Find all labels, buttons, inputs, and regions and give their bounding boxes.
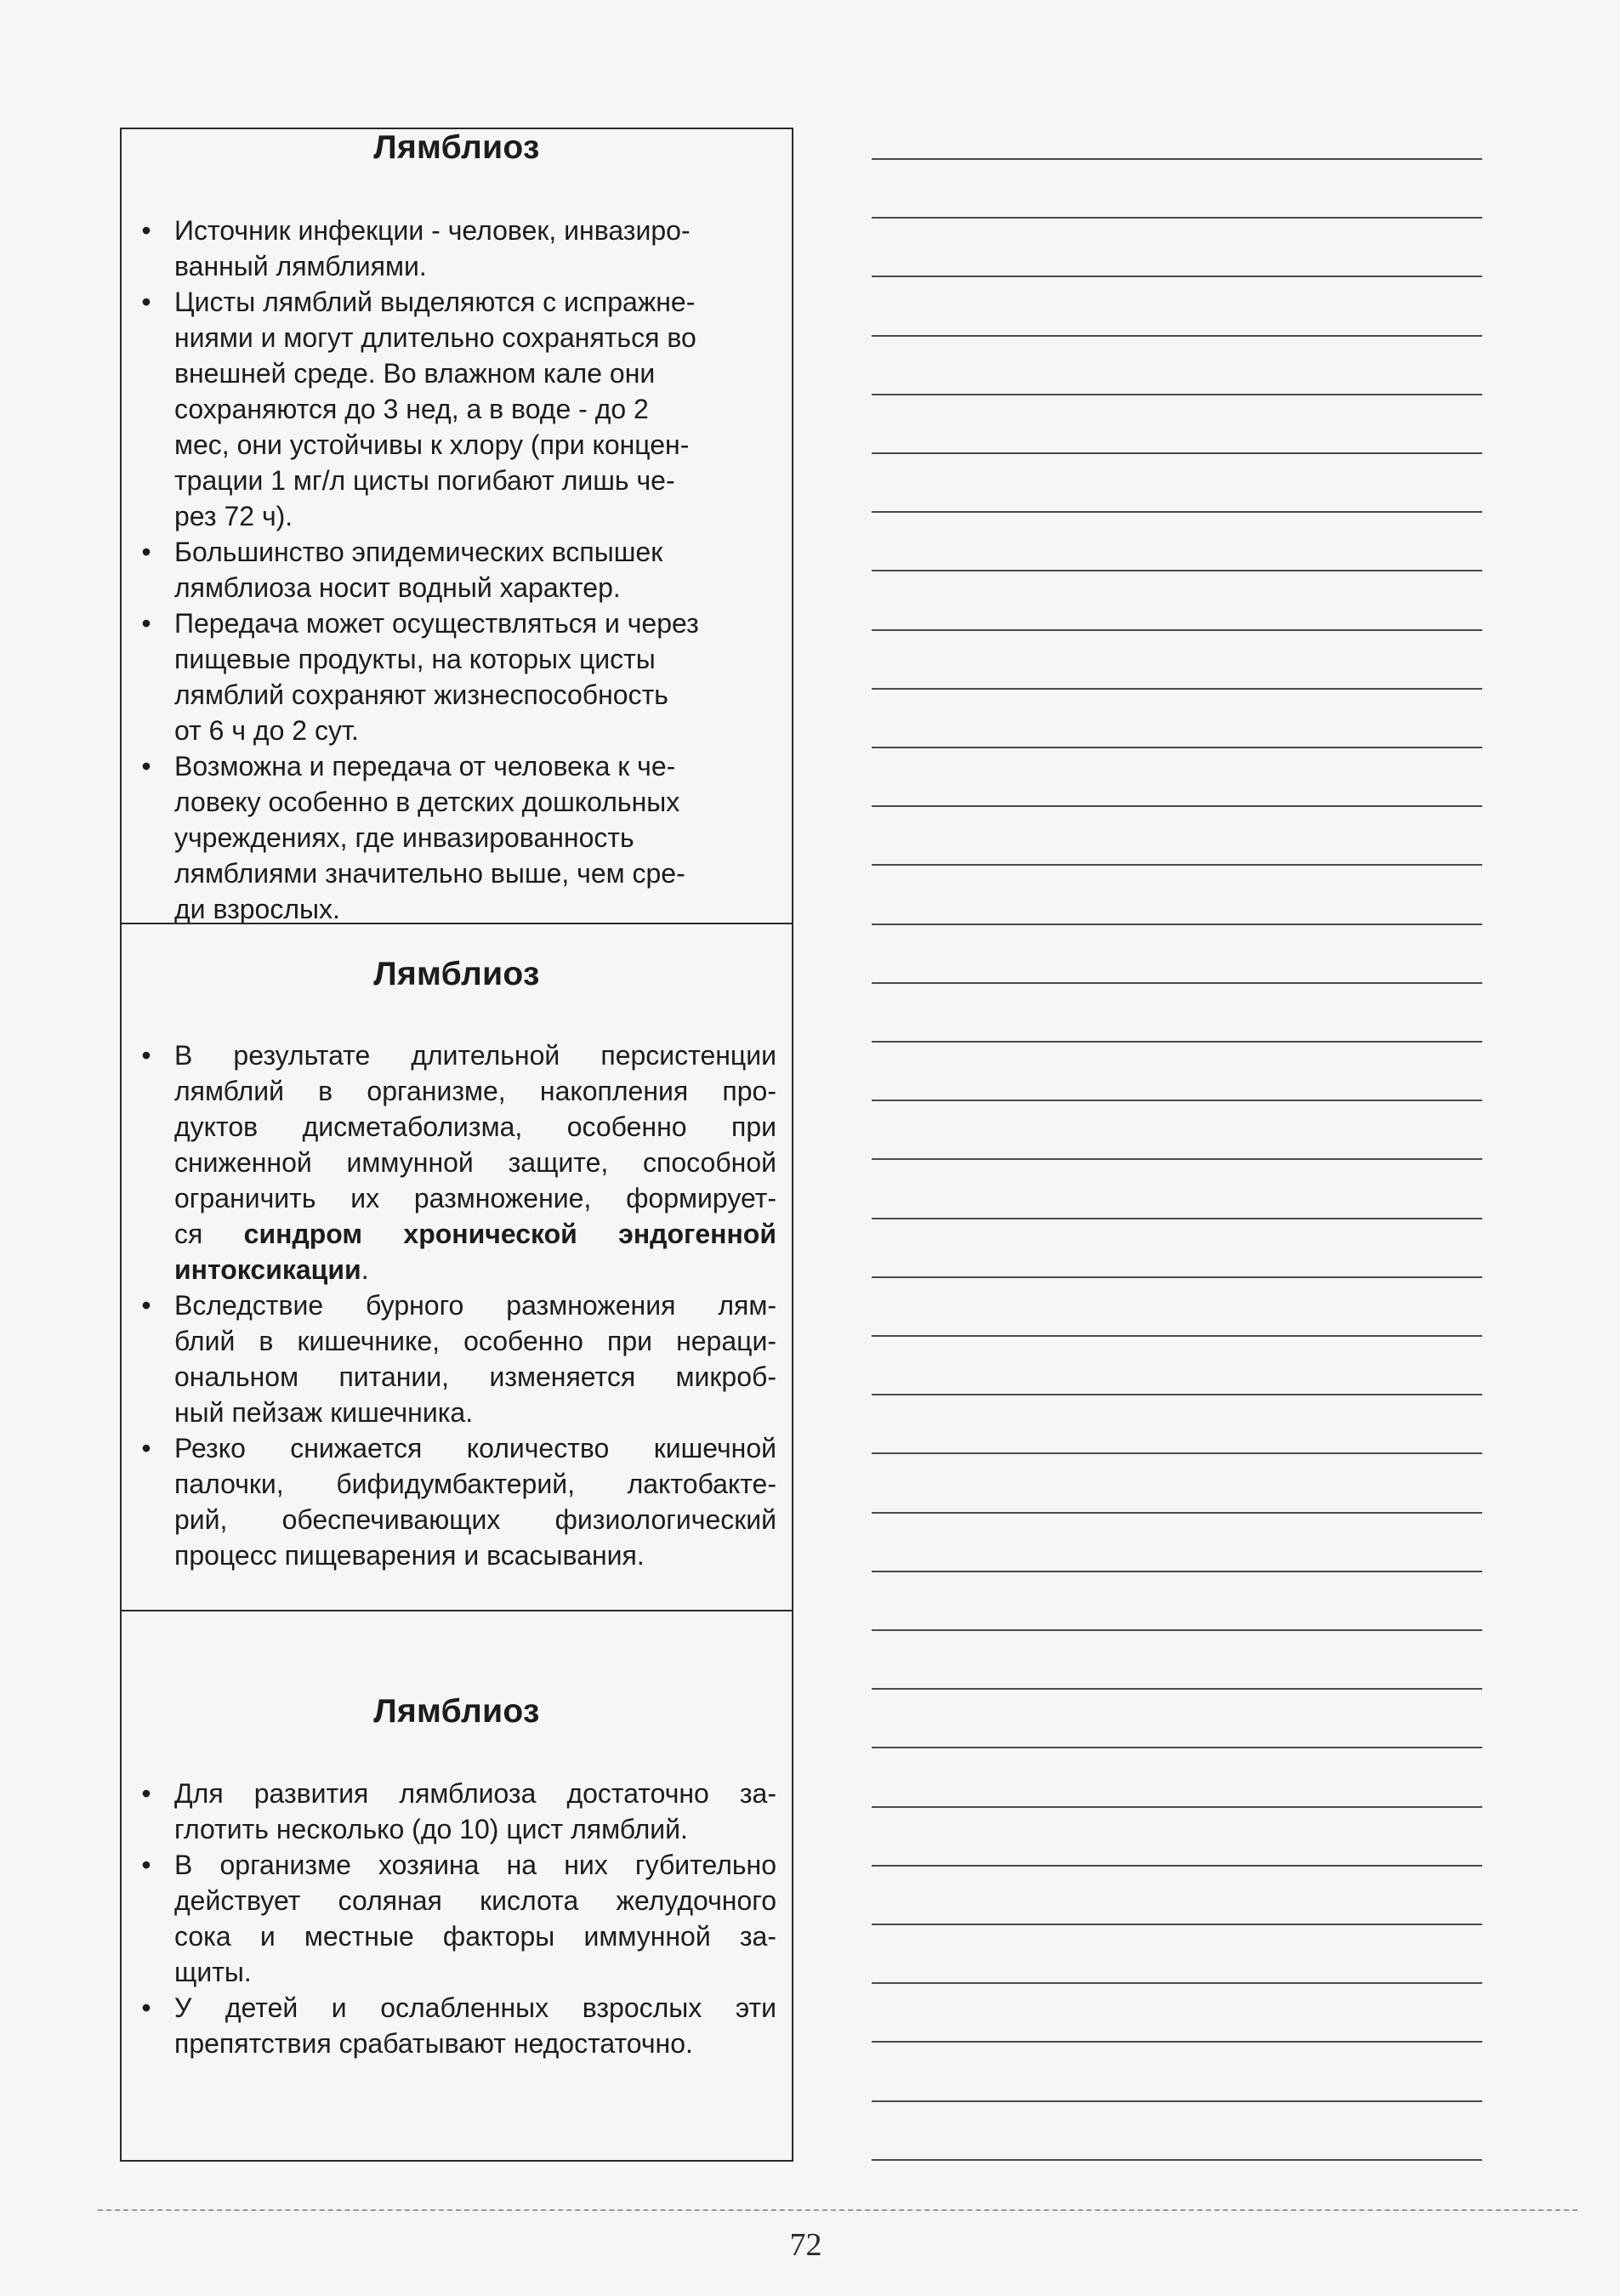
note-line	[872, 2159, 1482, 2161]
text-line: В организме хозяина на них губительно	[174, 1850, 776, 1880]
text-line: лямблий в организме, накопления про-	[174, 1076, 776, 1106]
text-line: от 6 ч до 2 сут.	[174, 715, 359, 746]
text-line: сока и местные факторы иммунной за-	[174, 1921, 776, 1952]
text-line: Большинство эпидемических вспышек	[174, 537, 663, 567]
note-line	[872, 511, 1482, 513]
note-line	[872, 1512, 1482, 1514]
text-line: ловеку особенно в детских дошкольных	[174, 787, 680, 817]
note-line	[872, 1806, 1482, 1808]
note-line	[872, 1865, 1482, 1867]
note-line	[872, 452, 1482, 454]
bullet-dot: •	[141, 608, 151, 639]
text-line: препятствия срабатывают недостаточно.	[174, 2028, 693, 2059]
note-line	[872, 864, 1482, 866]
note-line	[872, 1276, 1482, 1278]
note-line	[872, 1747, 1482, 1748]
text-line: трации 1 мг/л цисты погибают лишь че-	[174, 465, 675, 496]
emphasis-text: интоксикации	[174, 1254, 361, 1285]
page-number	[0, 2226, 1620, 2264]
note-line	[872, 1100, 1482, 1101]
text-plain: ся	[174, 1219, 244, 1249]
footer-divider	[98, 2209, 1577, 2211]
text-line: лямблиями значительно выше, чем сре-	[174, 858, 685, 889]
note-line	[872, 629, 1482, 631]
bullet-item	[141, 605, 776, 748]
bullet-item	[141, 1776, 776, 1847]
bullet-item	[141, 748, 776, 927]
text-line: глотить несколько (до 10) цист лямблий.	[174, 1814, 688, 1844]
note-line	[872, 1394, 1482, 1395]
note-line	[872, 276, 1482, 277]
text-line: Вследствие бурного размножения лям-	[174, 1290, 776, 1321]
bullet-item	[141, 1847, 776, 1990]
slide-title: Лямблиоз	[373, 1693, 540, 1730]
bullet-dot: •	[141, 537, 151, 567]
text-line: процесс пищеварения и всасывания.	[174, 1540, 645, 1571]
text-line: ональном питании, изменяется микроб-	[174, 1361, 776, 1392]
note-line	[872, 747, 1482, 748]
note-line	[872, 805, 1482, 807]
text-line: ди взрослых.	[174, 894, 340, 924]
text-line: Цисты лямблий выделяются с испражне-	[174, 287, 696, 317]
bullet-item	[141, 1990, 776, 2061]
slide-2	[120, 923, 793, 1610]
note-line	[872, 1688, 1482, 1690]
note-line	[872, 335, 1482, 337]
text-line: рез 72 ч).	[174, 501, 293, 531]
slide-title: Лямблиоз	[373, 956, 540, 992]
bullet-dot: •	[141, 1290, 151, 1321]
text-line: рий, обеспечивающих физиологический	[174, 1504, 776, 1535]
emphasis-text: синдром хронической эндогенной	[243, 1219, 777, 1249]
slide-3	[120, 1610, 793, 2162]
text-line: ный пейзаж кишечника.	[174, 1397, 474, 1428]
bullet-item	[141, 213, 776, 284]
bullet-item	[141, 1037, 777, 1287]
note-line	[872, 394, 1482, 395]
note-line	[872, 1982, 1482, 1984]
text-line: Для развития лямблиоза достаточно за-	[174, 1778, 776, 1809]
bullet-dot: •	[141, 1850, 151, 1880]
text-line: действует соляная кислота желудочного	[174, 1885, 776, 1916]
note-line	[872, 1571, 1482, 1572]
text-line	[174, 1216, 776, 1252]
text-line: Возможна и передача от человека к че-	[174, 751, 676, 781]
text-line: палочки, бифидумбактерий, лактобакте-	[174, 1469, 776, 1499]
text-line: У детей и ослабленных взрослых эти	[174, 1992, 776, 2023]
bullet-item	[141, 284, 776, 534]
slide-title: Лямблиоз	[373, 129, 540, 166]
page-number-text: 72	[789, 2227, 822, 2263]
bullet-dot: •	[141, 287, 151, 317]
text-line: сохраняются до 3 нед, а в воде - до 2	[174, 394, 649, 424]
bullet-item	[141, 1430, 776, 1573]
text-line: дуктов дисметаболизма, особенно при	[174, 1111, 776, 1142]
text-plain: .	[361, 1254, 369, 1285]
text-line: Передача может осуществляться и через	[174, 608, 699, 639]
text-line: учреждениях, где инвазированность	[174, 822, 634, 853]
note-line	[872, 1041, 1482, 1043]
note-line	[872, 982, 1482, 984]
note-line	[872, 688, 1482, 690]
bullet-dot: •	[141, 1040, 151, 1071]
text-line: пищевые продукты, на которых цисты	[174, 644, 656, 674]
text-line: ванный лямблиями.	[174, 251, 427, 281]
bullet-list	[122, 1037, 792, 1573]
bullet-dot: •	[141, 1992, 151, 2023]
slide-1	[120, 128, 793, 923]
note-line	[872, 2100, 1482, 2102]
bullet-dot: •	[141, 1778, 151, 1809]
text-line: лямблиоза носит водный характер.	[174, 572, 621, 603]
text-line: лямблий сохраняют жизнеспособность	[174, 679, 668, 710]
note-line	[872, 2041, 1482, 2043]
text-line: ниями и могут длительно сохраняться во	[174, 322, 696, 353]
bullet-dot: •	[141, 751, 151, 781]
note-line	[872, 1452, 1482, 1454]
bullet-item	[141, 1287, 776, 1430]
bullet-list	[122, 1776, 792, 2061]
bullet-item	[141, 534, 776, 605]
text-line: ограничить их размножение, формирует-	[174, 1183, 776, 1213]
note-line	[872, 924, 1482, 925]
bullet-list	[122, 213, 792, 927]
note-line	[872, 570, 1482, 571]
text-line: Резко снижается количество кишечной	[174, 1433, 776, 1463]
text-line: сниженной иммунной защите, способной	[174, 1147, 776, 1178]
note-line	[872, 1158, 1482, 1160]
note-lines	[872, 0, 1484, 2296]
note-line	[872, 217, 1482, 219]
note-line	[872, 1629, 1482, 1631]
text-line: Источник инфекции - человек, инвазиро-	[174, 215, 691, 246]
text-line: внешней среде. Во влажном кале они	[174, 358, 656, 389]
bullet-dot: •	[141, 1433, 151, 1463]
text-line: щиты.	[174, 1957, 252, 1987]
bullet-dot: •	[141, 215, 151, 246]
text-line: мес, они устойчивы к хлору (при концен-	[174, 429, 690, 460]
text-line: В результате длительной персистенции	[174, 1040, 776, 1071]
note-line	[872, 158, 1482, 160]
note-line	[872, 1335, 1482, 1337]
text-line	[174, 1252, 776, 1287]
note-line	[872, 1924, 1482, 1925]
note-line	[872, 1218, 1482, 1219]
text-line: блий в кишечнике, особенно при нераци-	[174, 1326, 776, 1356]
